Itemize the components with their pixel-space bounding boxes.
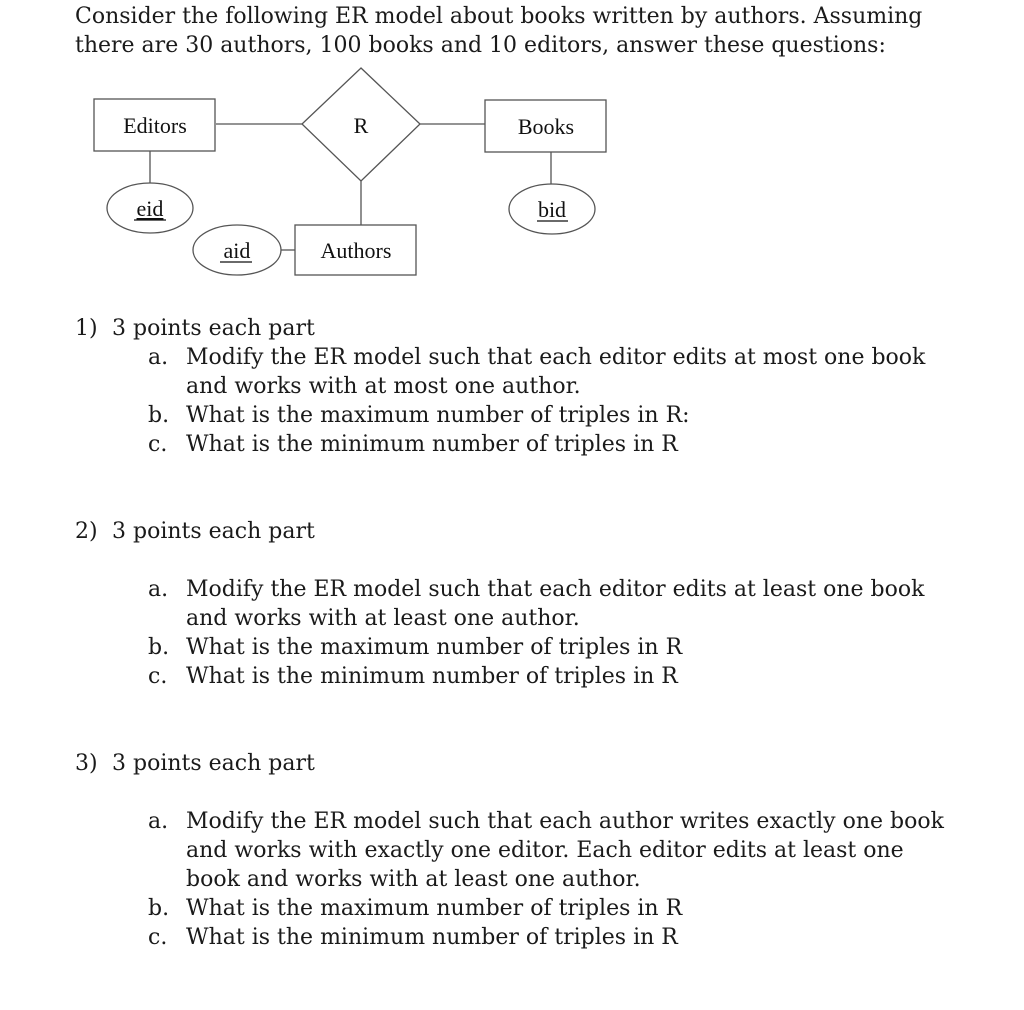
question-number: 1) (75, 316, 98, 341)
question-3 (75, 749, 975, 952)
bid-label: bid (537, 197, 567, 222)
item-label: b. (148, 896, 170, 921)
item-text: Modify the ER model such that each editor edits at most one book and works with at most one author. (186, 345, 926, 399)
question-1 (75, 314, 975, 459)
item-text: What is the minimum number of triples in R (186, 432, 678, 457)
item-label: a. (148, 577, 169, 602)
question-number: 2) (75, 519, 98, 544)
intro-paragraph: Consider the following ER model about books written by authors. Assuming there are 30 authors, 100 books and 10 editors, answer these questions: (75, 4, 923, 58)
item-text: What is the minimum number of triples in R (186, 664, 678, 689)
er-diagram-svg (0, 0, 1024, 300)
question-heading: 3 points each part (112, 316, 315, 341)
item-text: Modify the ER model such that each editor edits at least one book and works with at least one author. (186, 577, 925, 631)
item-text: What is the maximum number of triples in R: (186, 403, 690, 428)
item-label: a. (148, 345, 169, 370)
er-diagram (0, 0, 1024, 300)
r-label: R (353, 113, 369, 138)
item-label: c. (148, 664, 168, 689)
question-item (75, 807, 975, 894)
item-label: a. (148, 809, 169, 834)
question-number: 3) (75, 751, 98, 776)
question-item (75, 662, 975, 691)
question-item (75, 401, 975, 430)
question-heading: 3 points each part (112, 751, 315, 776)
question-2 (75, 517, 975, 691)
item-label: b. (148, 635, 170, 660)
item-text: What is the minimum number of triples in R (186, 925, 678, 950)
question-heading: 3 points each part (112, 519, 315, 544)
aid-label: aid (223, 238, 251, 263)
question-item (75, 430, 975, 459)
item-label: b. (148, 403, 170, 428)
authors-label: Authors (320, 238, 392, 263)
question-item (75, 343, 975, 401)
item-text: What is the maximum number of triples in R (186, 635, 683, 660)
question-item (75, 575, 975, 633)
item-label: c. (148, 432, 168, 457)
editors-label: Editors (123, 113, 187, 138)
item-text: What is the maximum number of triples in R (186, 896, 683, 921)
question-item (75, 923, 975, 952)
question-item (75, 894, 975, 923)
eid-label: eid (136, 196, 164, 221)
question-item (75, 633, 975, 662)
item-label: c. (148, 925, 168, 950)
books-label: Books (517, 114, 575, 139)
item-text: Modify the ER model such that each author writes exactly one book and works with exactly one editor. Each editor edits at least one book and works with at least one author. (186, 809, 944, 892)
